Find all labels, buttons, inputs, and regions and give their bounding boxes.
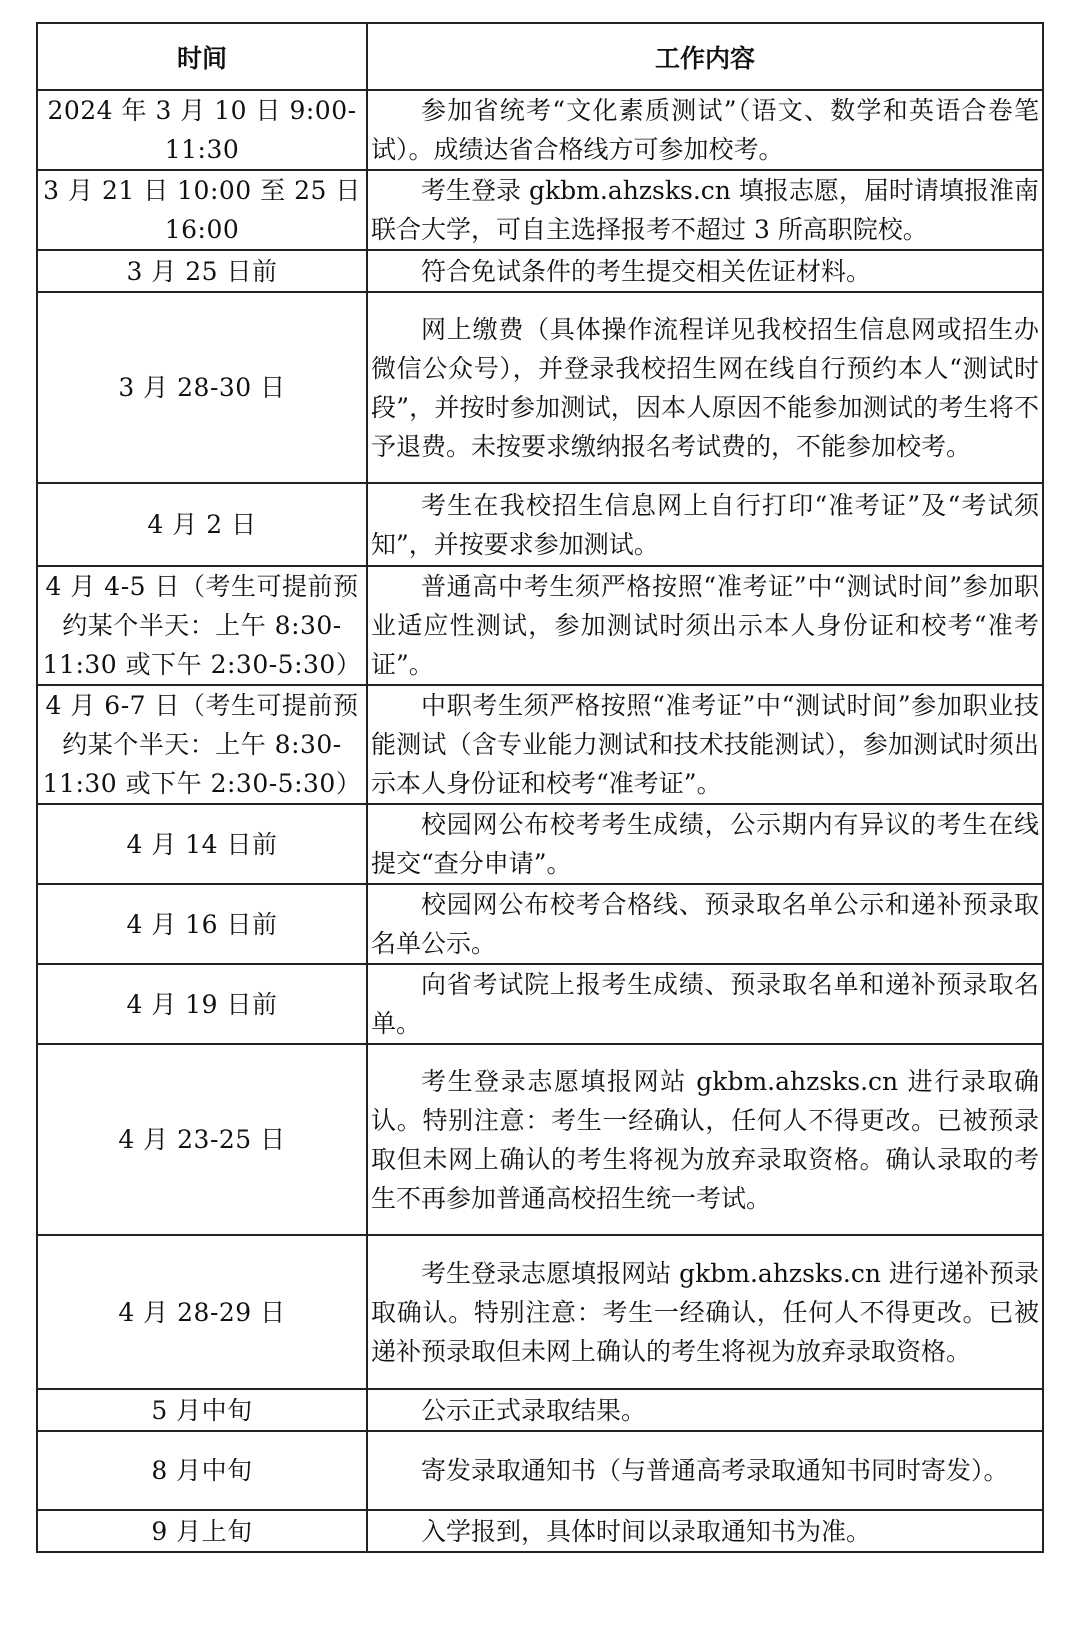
row-content-text: 校园网公布校考合格线、预录取名单公示和递补预录取名单公示。 <box>371 890 1039 958</box>
table-row <box>37 566 1043 685</box>
row-content <box>367 1235 1043 1389</box>
table-row <box>37 804 1043 884</box>
row-time: 4 月 23-25 日 <box>37 1044 367 1235</box>
row-content-text: 考生登录 gkbm.ahzsks.cn 填报志愿，届时请填报淮南联合大学，可自主选择报考不超过 3 所高职院校。 <box>371 176 1039 244</box>
table-row <box>37 292 1043 483</box>
row-content <box>367 1044 1043 1235</box>
row-content-text: 考生登录志愿填报网站 gkbm.ahzsks.cn 进行递补预录取确认。特别注意：考生一经确认，任何人不得更改。已被递补预录取但未网上确认的考生将视为放弃录取资格。 <box>371 1258 1039 1366</box>
table-row <box>37 1431 1043 1510</box>
row-content-text: 网上缴费（具体操作流程详见我校招生信息网或招生办微信公众号），并登录我校招生网在线自行预约本人“测试时段”，并按时参加测试，因本人原因不能参加测试的考生将不予退费。未按要求缴纳报名考试费的，不能参加校考。 <box>371 314 1039 461</box>
row-content-text: 寄发录取通知书（与普通高考录取通知书同时寄发）。 <box>421 1456 1009 1485</box>
row-content <box>367 964 1043 1044</box>
row-content-text: 入学报到，具体时间以录取通知书为准。 <box>421 1516 872 1546</box>
row-content-text: 向省考试院上报考生成绩、预录取名单和递补预录取名单。 <box>371 970 1039 1038</box>
row-content <box>367 170 1043 250</box>
table-row <box>37 483 1043 566</box>
table-row <box>37 1235 1043 1389</box>
table-row <box>37 250 1043 292</box>
header-time: 时间 <box>37 23 367 90</box>
row-time: 2024 年 3 月 10 日 9:00-11:30 <box>37 90 367 170</box>
row-content-text: 考生在我校招生信息网上自行打印“准考证”及“考试须知”，并按要求参加测试。 <box>371 490 1039 559</box>
row-content <box>367 90 1043 170</box>
table-row <box>37 685 1043 804</box>
table-row <box>37 964 1043 1044</box>
row-content <box>367 566 1043 685</box>
row-content <box>367 292 1043 483</box>
admission-schedule-table <box>36 22 1044 1553</box>
row-content <box>367 884 1043 964</box>
table-row <box>37 1044 1043 1235</box>
row-time: 5 月中旬 <box>37 1389 367 1431</box>
row-content-text: 考生登录志愿填报网站 gkbm.ahzsks.cn 进行录取确认。特别注意：考生一经确认，任何人不得更改。已被预录取但未网上确认的考生将视为放弃录取资格。确认录取的考生不再参加普通高校招生统一考试。 <box>371 1066 1039 1213</box>
row-time: 4 月 4-5 日（考生可提前预约某个半天：上午 8:30-11:30 或下午 2:30-5:30） <box>37 566 367 685</box>
table-row <box>37 1510 1043 1552</box>
row-time: 4 月 6-7 日（考生可提前预约某个半天：上午 8:30-11:30 或下午 2:30-5:30） <box>37 685 367 804</box>
row-time: 4 月 28-29 日 <box>37 1235 367 1389</box>
row-content <box>367 804 1043 884</box>
row-content-text: 公示正式录取结果。 <box>421 1395 647 1425</box>
row-time: 4 月 2 日 <box>37 483 367 566</box>
row-content-text: 普通高中考生须严格按照“准考证”中“测试时间”参加职业适应性测试，参加测试时须出示本人身份证和校考“准考证”。 <box>371 572 1039 679</box>
row-content <box>367 1389 1043 1431</box>
row-time: 8 月中旬 <box>37 1431 367 1510</box>
row-time: 9 月上旬 <box>37 1510 367 1552</box>
row-content-text: 中职考生须严格按照“准考证”中“测试时间”参加职业技能测试（含专业能力测试和技术技能测试），参加测试时须出示本人身份证和校考“准考证”。 <box>371 691 1039 798</box>
row-time: 3 月 25 日前 <box>37 250 367 292</box>
row-time: 4 月 19 日前 <box>37 964 367 1044</box>
table-row <box>37 90 1043 170</box>
row-content <box>367 250 1043 292</box>
row-content <box>367 685 1043 804</box>
header-content: 工作内容 <box>367 23 1043 90</box>
row-time: 4 月 16 日前 <box>37 884 367 964</box>
row-time: 3 月 21 日 10:00 至 25 日 16:00 <box>37 170 367 250</box>
row-content <box>367 1431 1043 1510</box>
row-content-text: 参加省统考“文化素质测试”（语文、数学和英语合卷笔试）。成绩达省合格线方可参加校考。 <box>371 96 1039 164</box>
row-content-text: 校园网公布校考考生成绩，公示期内有异议的考生在线提交“查分申请”。 <box>371 810 1039 878</box>
row-content-text: 符合免试条件的考生提交相关佐证材料。 <box>421 256 872 286</box>
table-row <box>37 1389 1043 1431</box>
table-row <box>37 170 1043 250</box>
table-row <box>37 884 1043 964</box>
table-header-row <box>37 23 1043 90</box>
row-content <box>367 483 1043 566</box>
row-time: 3 月 28-30 日 <box>37 292 367 483</box>
row-content <box>367 1510 1043 1552</box>
row-time: 4 月 14 日前 <box>37 804 367 884</box>
